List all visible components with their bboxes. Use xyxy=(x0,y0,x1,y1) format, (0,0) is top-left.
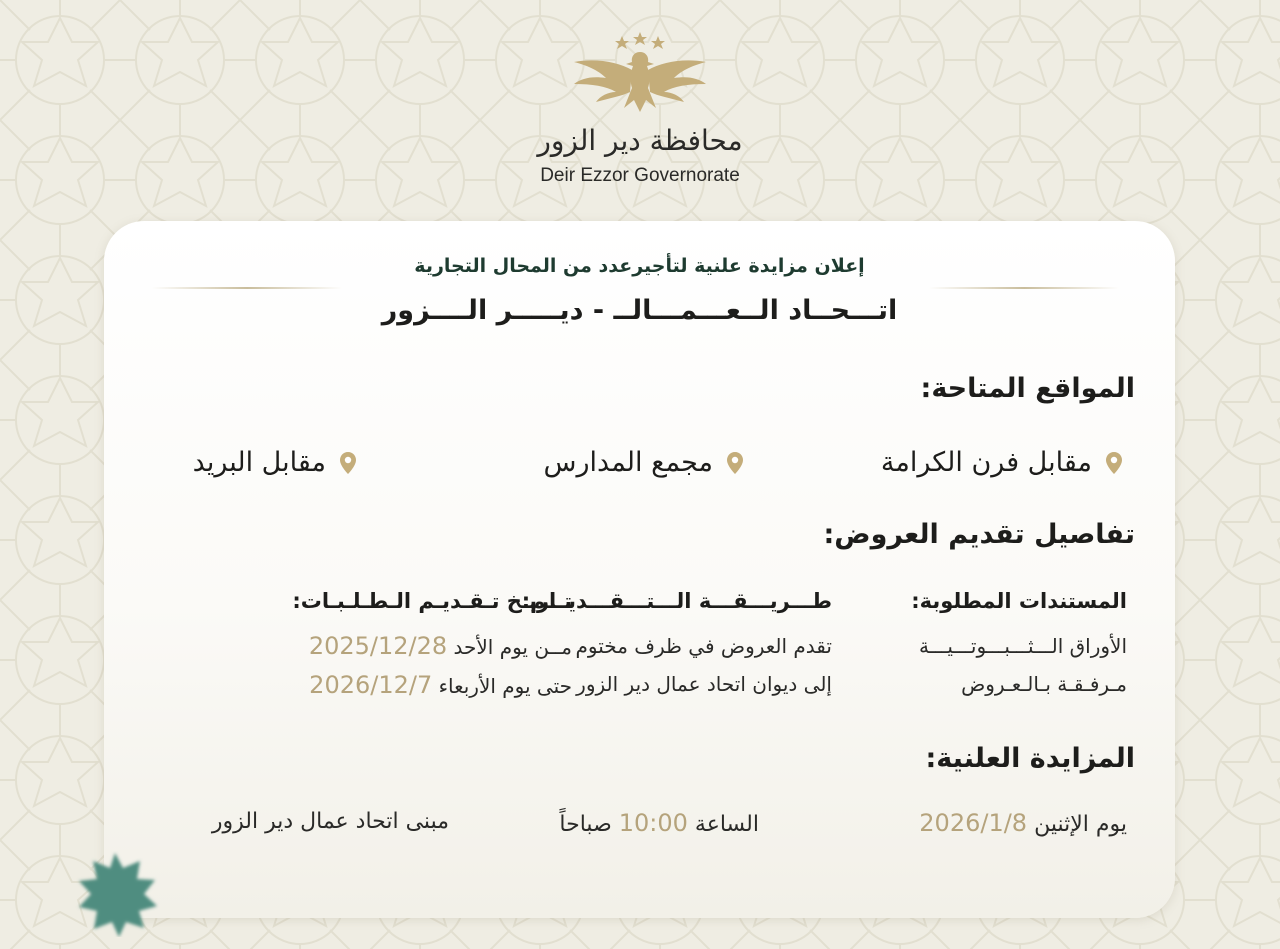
location-pin-icon xyxy=(338,451,358,475)
date-from xyxy=(292,627,572,666)
auction-time-label: الساعة xyxy=(694,812,759,837)
golden-eagle-icon xyxy=(570,30,710,114)
date-to xyxy=(292,666,572,705)
auction-time xyxy=(559,809,759,837)
auction-heading: المزايدة العلنية: xyxy=(925,743,1135,774)
announcement-title: إعلان مزايدة علنية لتأجيرعدد من المحال التجارية xyxy=(414,255,865,277)
header xyxy=(0,30,1280,187)
auction-venue: مبنى اتحاد عمال دير الزور xyxy=(211,809,449,834)
date-from-value: 2025/12/28 xyxy=(308,632,448,660)
auction-day-date: 2026/1/8 xyxy=(919,809,1028,837)
location-item xyxy=(881,447,1124,478)
documents-line: الأوراق الـــثـــبـــوتـــيـــة xyxy=(919,634,1127,658)
announcement-card xyxy=(104,221,1175,918)
auction-time-suffix: صباحاً xyxy=(559,812,612,837)
date-from-label: مــن يوم الأحد xyxy=(453,635,572,659)
auction-time-value: 10:00 xyxy=(618,809,688,837)
documents-column xyxy=(911,589,1127,703)
method-line: تقدم العروض في ظرف مختوم xyxy=(575,634,832,658)
documents-heading: المستندات المطلوبة: xyxy=(911,589,1127,613)
auction-day-label: يوم الإثنين xyxy=(1034,812,1127,837)
governorate-name-english: Deir Ezzor Governorate xyxy=(540,165,740,186)
date-to-value: 2026/12/7 xyxy=(309,671,433,699)
location-pin-icon xyxy=(1104,451,1124,475)
offers-heading: تفاصيل تقديم العروض: xyxy=(823,519,1135,550)
organization-name: اتـــحــاد الــعـــمـــالــ - ديـــــر الــــزور xyxy=(381,295,898,326)
dates-column xyxy=(292,589,572,705)
decorative-star-flower-icon xyxy=(62,851,168,937)
method-line: إلى ديوان اتحاد عمال دير الزور xyxy=(576,672,832,696)
location-item xyxy=(193,447,358,478)
location-label: مقابل البريد xyxy=(192,447,326,478)
governorate-name-arabic: محافظة دير الزور xyxy=(537,124,743,157)
method-heading: طـــريـــقـــة الـــتـــقـــديـــم: xyxy=(521,589,832,613)
dates-heading: تـاريـخ تـقـديـم الـطـلـبـات: xyxy=(292,589,572,613)
divider-right xyxy=(929,287,1119,289)
date-to-label: حتى يوم الأربعاء xyxy=(438,674,572,698)
auction-day xyxy=(919,809,1127,837)
location-pin-icon xyxy=(725,451,745,475)
location-item xyxy=(544,447,745,478)
locations-heading: المواقع المتاحة: xyxy=(920,373,1135,404)
documents-line: مـرفـقـة بـالـعـروض xyxy=(961,672,1127,696)
divider-left xyxy=(152,287,342,289)
location-label: مجمع المدارس xyxy=(543,447,713,478)
location-label: مقابل فرن الكرامة xyxy=(880,447,1092,478)
